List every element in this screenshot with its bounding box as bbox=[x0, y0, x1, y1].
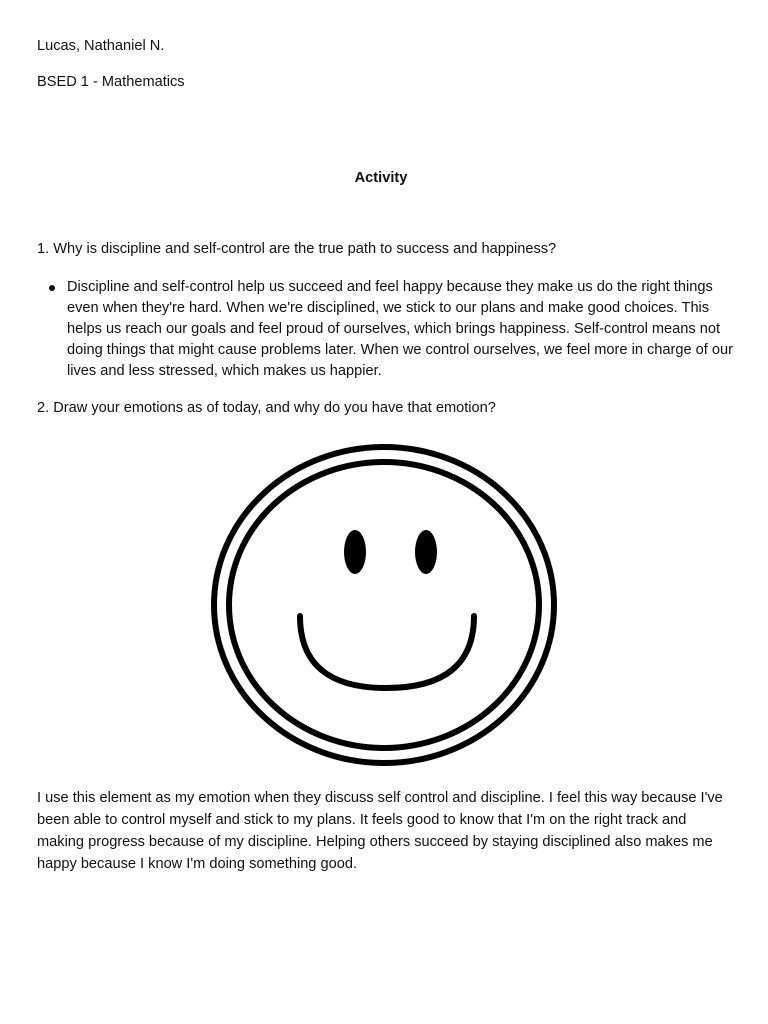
answer-2-text: I use this element as my emotion when they discuss self control and discipline. I feel this way because I've been able to control myself and stick to my plans. It feels good to know that I'm on the right track and making progress because of my discipline. Helping others succeed by staying disciplined also makes me happy because I know I'm doing something good. bbox=[37, 790, 723, 872]
course-label: BSED 1 - Mathematics bbox=[37, 74, 185, 90]
student-name: Lucas, Nathaniel N. bbox=[37, 38, 165, 54]
smiley-right-eye bbox=[415, 530, 437, 574]
smiley-left-eye bbox=[344, 530, 366, 574]
bullet-icon bbox=[49, 285, 55, 291]
smiley-mouth bbox=[300, 616, 474, 688]
answer-1-text: Discipline and self-control help us succeed and feel happy because they make us do the right things even when they're hard. When we're disciplined, we stick to our plans and make good choices. This helps us reach our goals and feel proud of ourselves, which brings happiness. Self-control means not doing things that might cause problems later. When we control ourselves, we feel more in charge of our lives and less stressed, which makes us happier. bbox=[67, 279, 733, 379]
question-1: 1. Why is discipline and self-control are the true path to success and happiness? bbox=[37, 241, 557, 257]
question-2: 2. Draw your emotions as of today, and why do you have that emotion? bbox=[37, 400, 496, 416]
smiley-inner-ring bbox=[229, 462, 539, 748]
smiley-face-icon bbox=[208, 440, 560, 770]
smiley-outer-ring bbox=[214, 447, 554, 763]
page-title: Activity bbox=[354, 170, 408, 186]
